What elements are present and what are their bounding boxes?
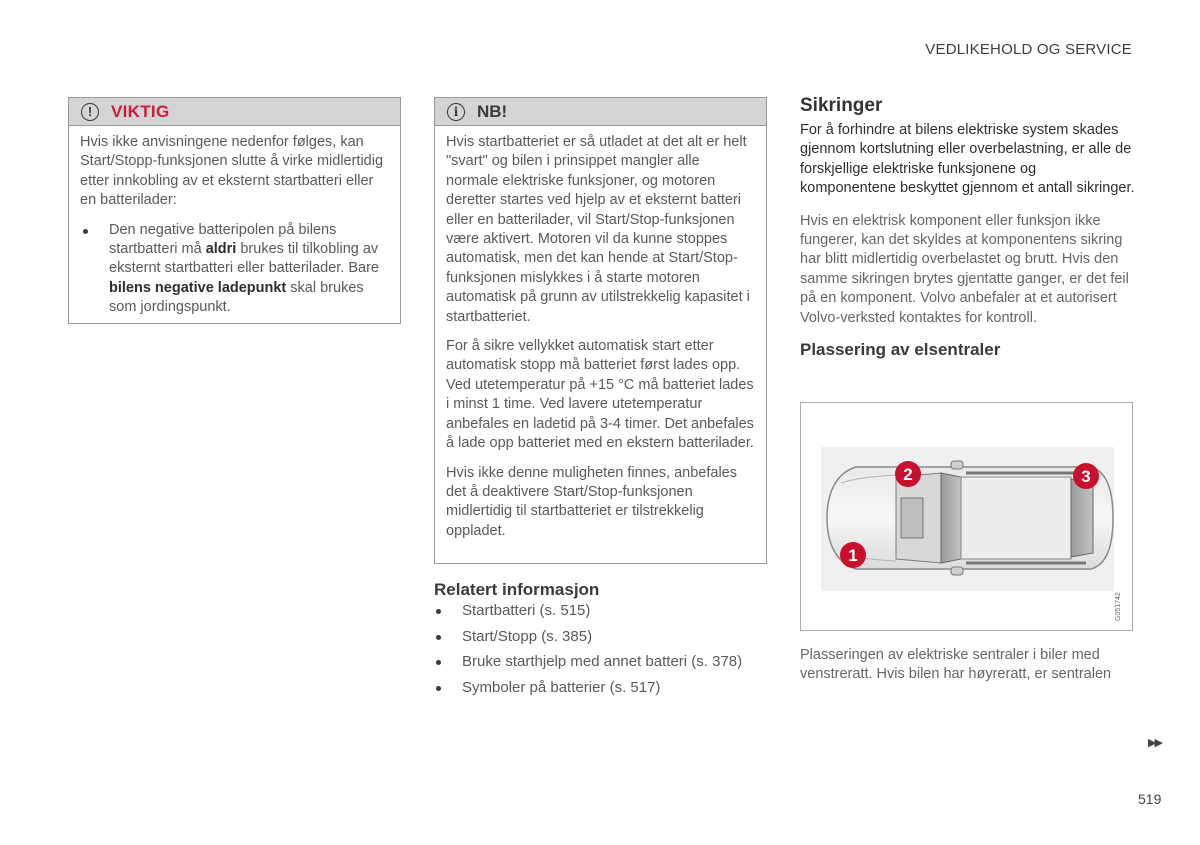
marker-3-label: 3 bbox=[1081, 467, 1091, 486]
windshield bbox=[941, 473, 961, 563]
car-illustration bbox=[801, 403, 1134, 632]
side-mirror bbox=[951, 461, 963, 469]
fuses-body: Hvis en elektrisk komponent eller funksjon ikke fungerer, kan det skyldes at komponentens sikring har blitt midlertidig overbelastet og brutt. Hvis den samme sikringen brytes gjentatte ganger, er det feil på en komponent. Volvo anbefaler at et autorisert Volvo-verksted kontaktes for kontroll. bbox=[800, 212, 1129, 326]
warning-body bbox=[69, 126, 400, 328]
note-paragraph: For å sikre vellykket automatisk start etter automatisk stopp må batteriet først lades opp. Ved utetemperatur på +15 °C må batteriet lades i minst 1 time. Ved lavere utetemperatur anbefales en ladetid på 3-4 timer. Det anbefales å lade opp batteriet med en ekstern batterilader. bbox=[446, 338, 754, 452]
note-paragraph: Hvis ikke denne muligheten finnes, anbefales det å deaktivere Start/Stop-funksjonen midlertidig til startbatteriet er tilstrekkelig oppladet. bbox=[446, 464, 737, 539]
warning-bullet-d: bilens negative ladepunkt bbox=[109, 279, 287, 296]
fuses-section bbox=[800, 95, 1135, 360]
warning-title: VIKTIG bbox=[111, 101, 170, 121]
related-list bbox=[434, 602, 774, 704]
note-box bbox=[434, 97, 767, 564]
marker-2-label: 2 bbox=[903, 465, 913, 484]
warning-bullet-b: aldri bbox=[205, 241, 237, 258]
note-paragraph: Hvis startbatteriet er så utladet at det alt er helt "svart" og bilen i prinsippet mangler alle normale elektriske funksjoner, og motoren deretter startes ved hjelp av et eksternt batteri eller en batterilader, vil Start/Stop-funksjonen være aktivert. Motoren vil da kunne stoppes automatisk, men det kan hende at Start/Stop-funksjonen mislykkes i å starte motoren automatisk på grunn av utilstrekkelig kapasitet i startbatteriet. bbox=[446, 134, 750, 325]
fuse-box-area bbox=[901, 498, 923, 538]
marker-1 bbox=[840, 542, 866, 568]
page-number: 519 bbox=[1138, 791, 1162, 807]
marker-1-label: 1 bbox=[848, 546, 858, 565]
figure-code: G051742 bbox=[1115, 592, 1122, 621]
continue-arrows-icon: ▶▶ bbox=[1148, 737, 1161, 749]
marker-2 bbox=[895, 461, 921, 487]
warning-circle-icon: ! bbox=[81, 103, 99, 121]
fuses-heading: Sikringer bbox=[800, 95, 883, 116]
car-top-view-figure bbox=[800, 402, 1133, 631]
related-link[interactable]: Bruke starthjelp med annet batteri (s. 378) bbox=[434, 653, 774, 679]
warning-list bbox=[80, 221, 388, 318]
warning-bullet-a: Den negative batteripolen på bilens startbatteri må bbox=[109, 221, 337, 258]
figure-caption: Plasseringen av elektriske sentraler i biler med venstreratt. Hvis bilen har høyreratt, er sentralen bbox=[800, 647, 1112, 683]
warning-intro: Hvis ikke anvisningene nedenfor følges, kan Start/Stopp-funksjonen slutte å virke midlertidig etter innkobling av et eksternt startbatteri eller en batterilader: bbox=[80, 134, 384, 209]
warning-bullet-e: skal brukes som jordingspunkt. bbox=[109, 279, 364, 316]
location-heading: Plassering av elsentraler bbox=[800, 340, 1001, 360]
related-section bbox=[434, 580, 774, 704]
side-mirror bbox=[951, 567, 963, 575]
note-box-header bbox=[435, 98, 766, 126]
roof bbox=[961, 477, 1071, 559]
note-title: NB! bbox=[477, 101, 508, 121]
related-heading: Relatert informasjon bbox=[434, 580, 600, 599]
info-circle-icon: i bbox=[447, 103, 465, 121]
related-link[interactable]: Start/Stopp (s. 385) bbox=[434, 628, 774, 654]
related-link[interactable]: Startbatteri (s. 515) bbox=[434, 602, 774, 628]
warning-box-header bbox=[69, 98, 400, 126]
warning-bullet-c: brukes til tilkobling av eksternt startbatteri eller batterilader. Bare bbox=[109, 241, 379, 277]
section-header: VEDLIKEHOLD OG SERVICE bbox=[925, 41, 1132, 58]
marker-3 bbox=[1073, 463, 1099, 489]
list-item bbox=[80, 221, 388, 318]
rear-window bbox=[1071, 479, 1093, 557]
warning-box bbox=[68, 97, 401, 324]
note-body bbox=[435, 126, 766, 551]
related-link[interactable]: Symboler på batterier (s. 517) bbox=[434, 679, 774, 705]
fuses-intro: For å forhindre at bilens elektriske system skades gjennom kortslutning eller overbelastning, er alle de forskjellige elektriske funksjonene og komponentene beskyttet gjennom et antall sikringer. bbox=[800, 122, 1135, 197]
